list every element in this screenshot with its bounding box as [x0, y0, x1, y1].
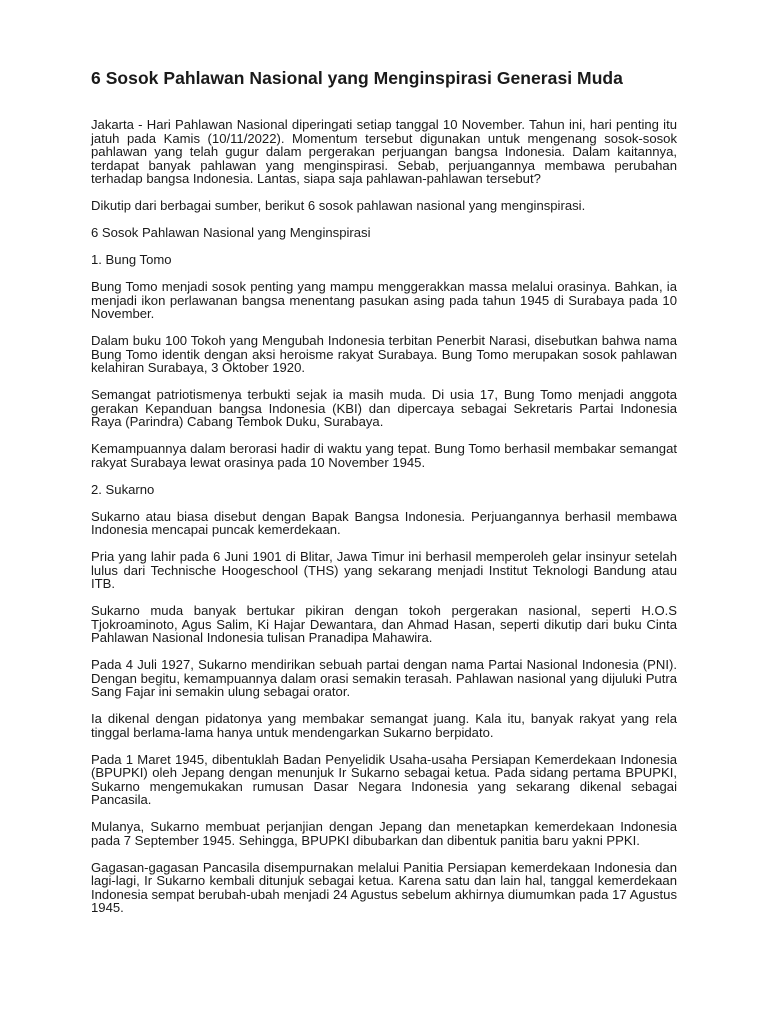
paragraph: Gagasan-gagasan Pancasila disempurnakan melalui Panitia Persiapan kemerdekaan Indonesia dan lagi-lagi, Ir Sukarno kembali ditunjuk sebagai ketua. Karena satu dan lain hal, tanggal kemerdekaan Indonesia sempat berubah-ubah menjadi 24 Agustus sebelum akhirnya diumumkan pada 17 Agustus 1945.: [91, 859, 677, 915]
paragraph: Pria yang lahir pada 6 Juni 1901 di Blitar, Jawa Timur ini berhasil memperoleh gelar insinyur setelah lulus dari Technische Hoogeschool (THS) yang sekarang menjadi Institut Teknologi Bandung atau ITB.: [91, 549, 677, 591]
paragraph: Mulanya, Sukarno membuat perjanjian dengan Jepang dan menetapkan kemerdekaan Indonesia pada 7 September 1945. Sehingga, BPUPKI dibubarkan dan dibentuk panitia baru yakni PPKI.: [91, 819, 677, 848]
section-heading: 2. Sukarno: [91, 481, 155, 497]
section-heading: 6 Sosok Pahlawan Nasional yang Menginspirasi: [91, 225, 371, 240]
paragraph: Sukarno muda banyak bertukar pikiran dengan tokoh pergerakan nasional, seperti H.O.S Tjokroaminoto, Agus Salim, Ki Hajar Dewantara, dan Ahmad Hasan, seperti dikutip dari buku Cinta Pahlawan Nasional Indonesia tulisan Pranadipa Mahawira.: [91, 603, 677, 645]
section-heading: 1. Bung Tomo: [91, 252, 172, 267]
paragraph: Sukarno atau biasa disebut dengan Bapak Bangsa Indonesia. Perjuangannya berhasil membawa Indonesia mencapai puncak kemerdekaan.: [91, 508, 677, 537]
paragraph: Bung Tomo menjadi sosok penting yang mampu menggerakkan massa melalui orasinya. Bahkan, ia menjadi ikon perlawanan bangsa menentang pasukan asing pada tahun 1945 di Surabaya pada 10 November.: [91, 279, 677, 321]
paragraph: Jakarta - Hari Pahlawan Nasional diperingati setiap tanggal 10 November. Tahun ini, hari penting itu jatuh pada Kamis (10/11/2022). Momentum tersebut digunakan untuk mengenang sosok-sosok pahlawan yang telah gugur dalam pergerakan perjuangan bangsa Indonesia. Dalam kaitannya, terdapat banyak pahlawan yang menginspirasi. Sebab, perjuangannya membawa perubahan terhadap bangsa Indonesia. Lantas, siapa saja pahlawan-pahlawan tersebut?: [91, 117, 677, 186]
paragraph: Kemampuannya dalam berorasi hadir di waktu yang tepat. Bung Tomo berhasil membakar semangat rakyat Surabaya lewat orasinya pada 10 November 1945.: [91, 441, 677, 470]
paragraph: Ia dikenal dengan pidatonya yang membakar semangat juang. Kala itu, banyak rakyat yang rela tinggal berlama-lama hanya untuk mendengarkan Sukarno berpidato.: [91, 711, 677, 740]
paragraph: Dikutip dari berbagai sumber, berikut 6 sosok pahlawan nasional yang menginspirasi.: [91, 198, 586, 213]
paragraph: Semangat patriotismenya terbukti sejak ia masih muda. Di usia 17, Bung Tomo menjadi anggota gerakan Kepanduan bangsa Indonesia (KBI) dan dipercaya sebagai Sekretaris Partai Indonesia Raya (Parindra) Cabang Tembok Duku, Surabaya.: [91, 387, 677, 429]
document-title: 6 Sosok Pahlawan Nasional yang Menginspirasi Generasi Muda: [91, 68, 623, 88]
document-body: [91, 118, 677, 915]
paragraph: Dalam buku 100 Tokoh yang Mengubah Indonesia terbitan Penerbit Narasi, disebutkan bahwa nama Bung Tomo identik dengan aksi heroisme rakyat Surabaya. Bung Tomo merupakan sosok pahlawan kelahiran Surabaya, 3 Oktober 1920.: [91, 333, 677, 375]
paragraph: Pada 4 Juli 1927, Sukarno mendirikan sebuah partai dengan nama Partai Nasional Indonesia (PNI). Dengan begitu, kemampuannya dalam orasi semakin terasah. Pahlawan nasional yang dijuluki Putra Sang Fajar ini semakin ulung sebagai orator.: [91, 657, 677, 699]
paragraph: Pada 1 Maret 1945, dibentuklah Badan Penyelidik Usaha-usaha Persiapan Kemerdekaan Indonesia (BPUPKI) oleh Jepang dengan menunjuk Ir Sukarno sebagai ketua. Pada sidang pertama BPUPKI, Sukarno mengemukakan rumusan Dasar Negara Indonesia yang sekarang dikenal sebagai Pancasila.: [91, 751, 677, 807]
